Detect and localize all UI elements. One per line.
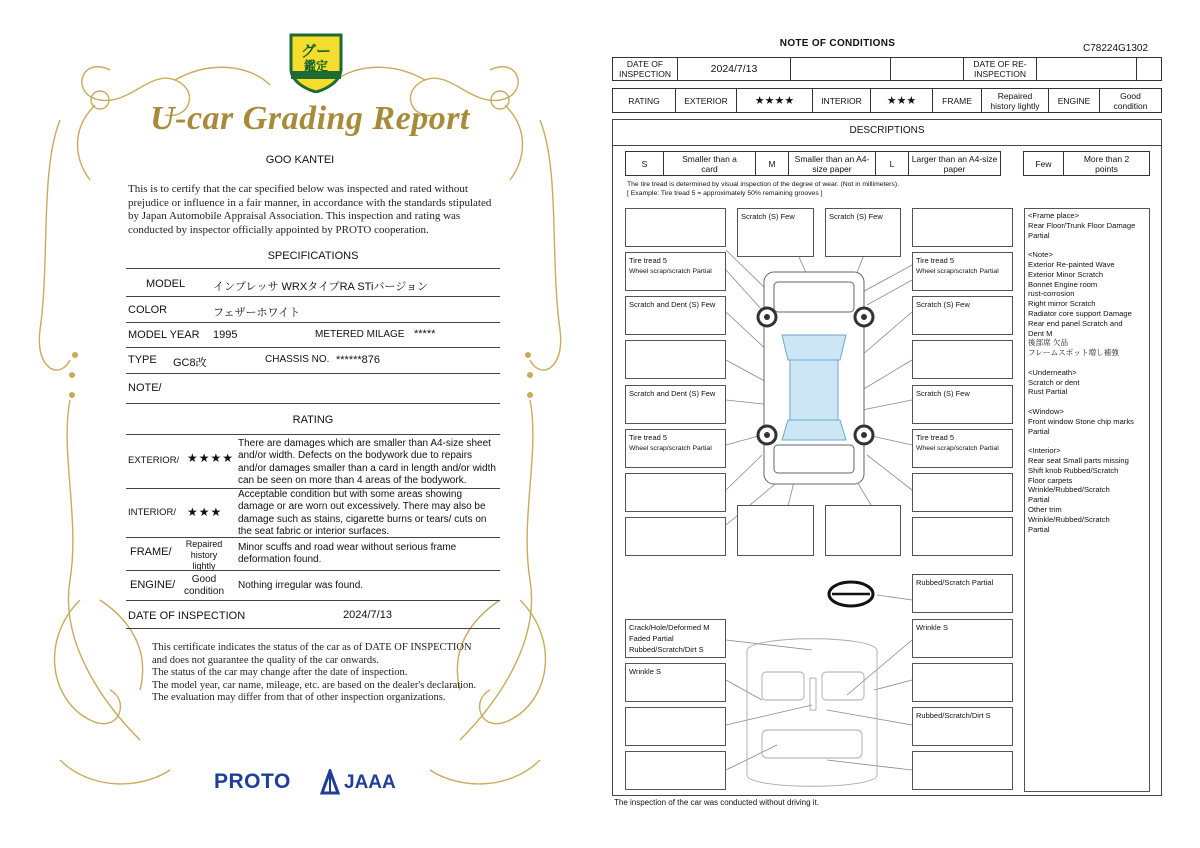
- blank-cell: [1137, 58, 1161, 80]
- color-value: フェザーホワイト: [213, 307, 301, 319]
- box-text: Scratch (S) Few: [916, 300, 970, 309]
- condition-box: [912, 707, 1013, 746]
- note-line: Dent M: [1028, 328, 1053, 338]
- box-text: Tire tread 5: [916, 256, 955, 265]
- jaaa-logo: JAAA: [344, 772, 396, 793]
- note-line: Exterior Minor Scratch: [1028, 269, 1104, 279]
- note-line: <Underneath>: [1028, 367, 1077, 377]
- footer-line: The evaluation may differ from that of other inspection organizations.: [152, 692, 446, 704]
- note-line: Front window Stone chip marks: [1028, 416, 1134, 426]
- engine-value: Good condition: [183, 574, 225, 597]
- condition-box: [912, 619, 1013, 658]
- interior-label: INTERIOR/: [128, 507, 177, 518]
- condition-box: [625, 208, 726, 247]
- note-line: rust-corrosion: [1028, 289, 1075, 299]
- blank-cell: [1037, 58, 1137, 80]
- model-value: インプレッサ WRXタイプRA STiバージョン: [213, 281, 428, 293]
- legend-few: Few: [1024, 152, 1064, 175]
- box-text: Scratch (S) Few: [829, 212, 883, 221]
- condition-box: [912, 385, 1013, 424]
- engine-description: Nothing irregular was found.: [238, 580, 364, 591]
- certificate-text: This is to certify that the car specified below was inspected and rated without prejudice or influence in a fair manner, in accordance with the standards stipulated by Japan Automobile Appraisal Association. This inspection and rating was conducted by inspector officially appointed by PROTO cooperation.: [128, 183, 492, 236]
- exterior-description: There are damages which are smaller than A4-size sheet and/or width. Defects on the bodywork due to repairs and/or damages smaller than a card in length and/or width can be seen on more than 4 areas of the bodywork.: [238, 438, 496, 487]
- divider: [612, 145, 1162, 146]
- chassis-label: CHASSIS NO.: [265, 354, 330, 365]
- note-label: NOTE/: [128, 382, 162, 394]
- note-line: <Note>: [1028, 250, 1053, 260]
- divider: [126, 403, 500, 404]
- date-of-inspection-value: 2024/7/13: [343, 609, 392, 621]
- condition-box: [825, 208, 901, 257]
- frame-value: Repaired history lightly: [185, 539, 223, 571]
- badge-line2: 鑑定: [303, 59, 328, 73]
- note-line: Partial: [1028, 524, 1050, 534]
- date-table: [612, 57, 1162, 81]
- note-line: Rear seat Small parts missing: [1028, 455, 1129, 465]
- note-line: Other trim: [1028, 504, 1062, 514]
- date-of-inspection-label: DATE OF INSPECTION: [128, 610, 246, 622]
- color-label: COLOR: [128, 304, 168, 316]
- model-label: MODEL: [146, 278, 186, 290]
- divider: [126, 268, 500, 269]
- note-line: Rear end panel Scratch and: [1028, 318, 1123, 328]
- blank-cell: [891, 58, 964, 80]
- note-line: Partial: [1028, 426, 1050, 436]
- box-text: Tire tread 5: [916, 433, 955, 442]
- note-line: <Frame place>: [1028, 211, 1080, 220]
- jaaa-logo-icon: [319, 769, 341, 795]
- condition-box: [625, 429, 726, 468]
- exterior-label: EXTERIOR/: [128, 455, 180, 466]
- badge-line1: グー: [300, 43, 331, 60]
- interior-stars: ★★★: [187, 505, 223, 519]
- condition-box: [625, 252, 726, 291]
- legend-m-desc: Smaller than an A4-size paper: [789, 152, 876, 175]
- box-text: Tire tread 5: [629, 433, 668, 442]
- legend-s-desc: Smaller than a card: [664, 152, 756, 175]
- rating-label: RATING: [613, 89, 676, 112]
- legend-l-desc: Larger than an A4-size paper: [911, 153, 998, 174]
- model-year-label: MODEL YEAR: [128, 329, 200, 341]
- report-subtitle: GOO KANTEI: [265, 154, 335, 166]
- note-line: Partial: [1028, 495, 1050, 505]
- engine-label: ENGINE: [1049, 89, 1100, 112]
- condition-box: [625, 385, 726, 424]
- chassis-value: ******876: [336, 354, 381, 366]
- condition-box: [825, 505, 901, 556]
- condition-box: [912, 340, 1013, 379]
- box-text: Wheel scrap/scratch Partial: [629, 445, 712, 452]
- box-text: Wheel scrap/scratch Partial: [916, 445, 999, 452]
- divider: [126, 347, 500, 348]
- box-text: Scratch (S) Few: [916, 389, 970, 398]
- note-line: [1028, 436, 1146, 446]
- divider: [126, 628, 500, 629]
- blank-cell: [791, 58, 891, 80]
- model-year-value: 1995: [213, 329, 238, 341]
- reinspection-label: DATE OF RE-INSPECTION: [964, 58, 1037, 80]
- goo-kantei-badge: [287, 31, 345, 93]
- legend-few-desc: More than 2 points: [1083, 153, 1130, 174]
- note-line: Wrinkle/Rubbed/Scratch: [1028, 485, 1110, 495]
- divider: [126, 296, 500, 297]
- proto-logo: PROTO: [214, 770, 291, 793]
- condition-box: [625, 296, 726, 335]
- interior-label: INTERIOR: [813, 89, 871, 112]
- engine-value: Good condition: [1113, 90, 1148, 111]
- condition-box: [912, 517, 1013, 556]
- condition-box: [912, 663, 1013, 702]
- note-line: Floor carpets: [1028, 475, 1073, 485]
- legend-s: S: [626, 152, 664, 175]
- box-text: Wheel scrap/scratch Partial: [916, 268, 999, 275]
- condition-notes-panel: [1024, 208, 1150, 792]
- note-line: Radiator core support Damage: [1028, 308, 1132, 318]
- frame-description: Minor scuffs and road wear without serious frame deformation found.: [238, 542, 457, 566]
- note-line: Rust Partial: [1028, 387, 1068, 397]
- size-legend: [625, 151, 1001, 176]
- box-text: Scratch and Dent (S) Few: [629, 300, 716, 309]
- date-of-inspection-label: DATE OF INSPECTION: [613, 58, 678, 80]
- condition-box: [912, 574, 1013, 613]
- type-value: GC8改: [173, 357, 207, 369]
- box-text: Wheel scrap/scratch Partial: [629, 268, 712, 275]
- condition-box: [912, 208, 1013, 247]
- divider: [126, 570, 500, 571]
- note-line: [1028, 240, 1146, 250]
- box-text: Rubbed/Scratch/Dirt S: [629, 645, 704, 654]
- divider: [126, 373, 500, 374]
- footer-line: The status of the car may change after the date of inspection.: [152, 667, 408, 679]
- note-line: フレームスポット増し補強: [1028, 348, 1119, 358]
- report-title: U-car Grading Report: [150, 100, 470, 137]
- condition-box: [737, 208, 814, 257]
- note-of-conditions-heading: NOTE OF CONDITIONS: [779, 38, 896, 49]
- note-line: 後部席 欠品: [1028, 338, 1069, 348]
- box-text: Scratch (S) Few: [741, 212, 795, 221]
- specifications-heading: SPECIFICATIONS: [267, 250, 359, 262]
- tire-tread-note-line: The tire tread is determined by visual inspection of the degree of wear. (Not in millimeters).: [627, 181, 899, 188]
- note-line: Partial: [1028, 230, 1050, 240]
- condition-box: [625, 663, 726, 702]
- frame-label: FRAME: [933, 89, 982, 112]
- divider: [126, 322, 500, 323]
- rating-table: [612, 88, 1162, 113]
- rating-heading: RATING: [292, 414, 334, 426]
- footer-line: The model year, car name, mileage, etc. are based on the dealer's declaration.: [152, 679, 477, 691]
- report-code: C78224G1302: [1083, 43, 1149, 54]
- note-line: Scratch or dent: [1028, 377, 1080, 387]
- note-line: <Window>: [1028, 406, 1064, 416]
- condition-box: [912, 473, 1013, 512]
- legend-l: L: [876, 152, 909, 175]
- box-text: Rubbed/Scratch/Dirt S: [916, 711, 991, 720]
- box-text: Wrinkle S: [916, 623, 948, 632]
- condition-box: [737, 505, 814, 556]
- note-line: Bonnet Engine room: [1028, 279, 1098, 289]
- footer-line: This certificate indicates the status of the car as of DATE OF INSPECTION and does not guarantee the quality of the car onwards.: [152, 642, 472, 666]
- condition-box: [912, 296, 1013, 335]
- box-text: Scratch and Dent (S) Few: [629, 389, 716, 398]
- condition-box: [625, 473, 726, 512]
- box-text: Tire tread 5: [629, 256, 668, 265]
- condition-box: [625, 619, 726, 658]
- note-line: [1028, 358, 1146, 368]
- box-text: Faded Partial: [629, 634, 674, 643]
- condition-box: [912, 252, 1013, 291]
- exterior-stars: ★★★★: [187, 451, 235, 465]
- frame-value: Repaired history lightly: [982, 89, 1049, 112]
- condition-box: [625, 707, 726, 746]
- note-line: [1028, 397, 1146, 407]
- condition-box: [625, 517, 726, 556]
- exterior-label: EXTERIOR: [676, 89, 737, 112]
- condition-box: [912, 751, 1013, 790]
- exterior-stars: ★★★★: [737, 89, 813, 112]
- note-line: Exterior Re-painted Wave: [1028, 259, 1115, 269]
- legend-m: M: [756, 152, 789, 175]
- box-text: Crack/Hole/Deformed M: [629, 623, 710, 632]
- few-legend: [1023, 151, 1150, 176]
- note-line: Shift knob Rubbed/Scratch: [1028, 465, 1119, 475]
- note-line: Right mirror Scratch: [1028, 299, 1096, 309]
- type-label: TYPE: [128, 354, 157, 366]
- milage-value: *****: [414, 328, 436, 340]
- note-line: Wrinkle/Rubbed/Scratch: [1028, 514, 1110, 524]
- tire-tread-note-line: [ Example: Tire tread 5 = approximately 50% remaining grooves ]: [627, 190, 823, 197]
- date-of-inspection-value: 2024/7/13: [678, 58, 791, 80]
- condition-box: [625, 751, 726, 790]
- interior-stars: ★★★: [871, 89, 933, 112]
- divider: [126, 600, 500, 601]
- divider: [126, 434, 500, 435]
- condition-box: [912, 429, 1013, 468]
- interior-description: Acceptable condition but with some areas showing damage or are worn out excessively. There may also be damage such as stains, cigarette burns or tears/ cuts on the seat fabric or interior surfaces.: [238, 489, 487, 538]
- certificate-footer: [152, 642, 482, 705]
- descriptions-heading: DESCRIPTIONS: [849, 125, 925, 136]
- drive-note: The inspection of the car was conducted without driving it.: [614, 798, 819, 807]
- box-text: Rubbed/Scratch Partial: [916, 578, 994, 587]
- note-line: <Interior>: [1028, 446, 1061, 456]
- divider: [126, 537, 500, 538]
- frame-label: FRAME/: [130, 546, 172, 558]
- box-text: Wrinkle S: [629, 667, 661, 676]
- condition-box: [625, 340, 726, 379]
- note-line: Rear Floor/Trunk Floor Damage: [1028, 220, 1136, 230]
- engine-label: ENGINE/: [130, 579, 176, 591]
- tire-tread-note: [627, 180, 899, 198]
- milage-label: METERED MILAGE: [315, 329, 405, 340]
